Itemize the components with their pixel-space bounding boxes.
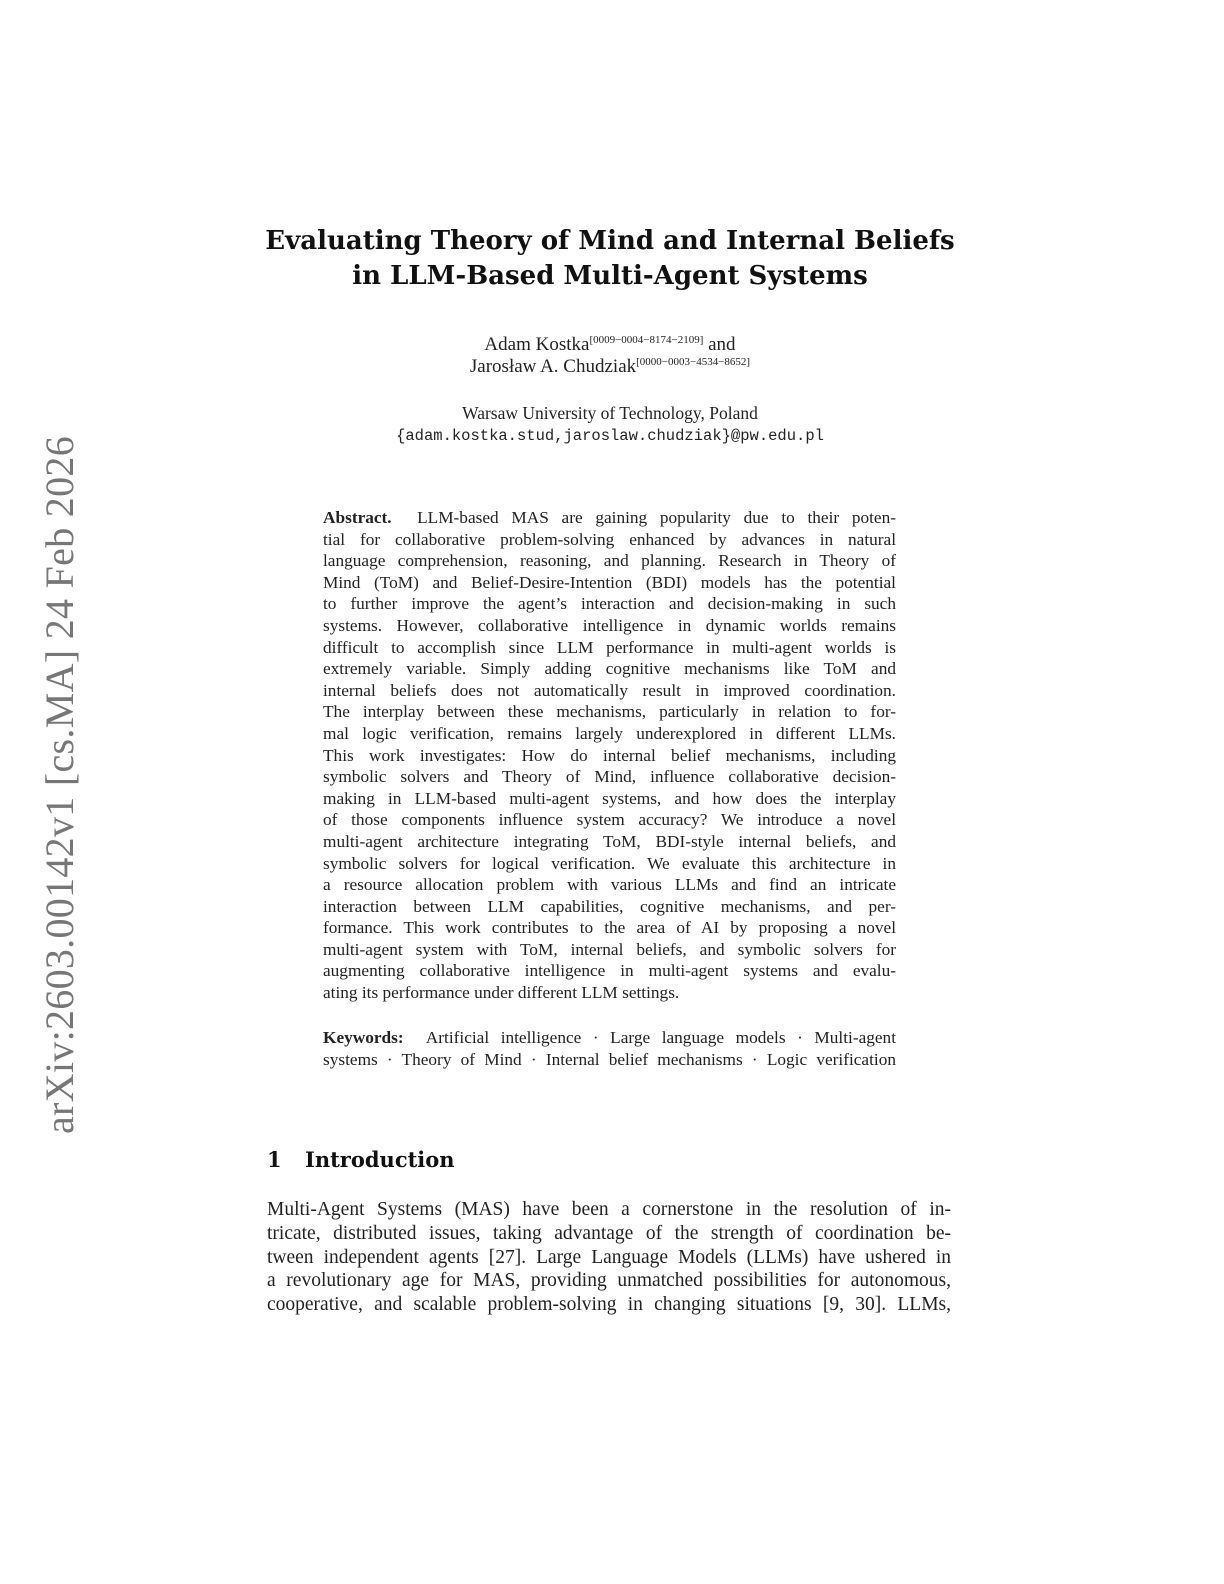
keywords-label: Keywords: — [323, 1028, 404, 1047]
abstract-line: systems. However, collaborative intelligence in dynamic worlds remains — [323, 615, 896, 635]
keywords-line: Keywords: Artificial intelligence · Large language models · Multi-agent — [323, 1028, 896, 1047]
abstract-line: tial for collaborative problem-solving enhanced by advances in natural — [323, 529, 896, 549]
abstract-line: internal beliefs does not automatically result in improved coordination. — [323, 680, 896, 700]
author-name: Jarosław A. Chudziak — [469, 356, 637, 377]
abstract-line: extremely variable. Simply adding cognitive mechanisms like ToM and — [323, 659, 896, 679]
author-conjunction: and — [703, 334, 736, 355]
abstract-line: The interplay between these mechanisms, particularly in relation to for- — [323, 702, 896, 722]
body-line: tween independent agents [27]. Large Language Models (LLMs) have ushered in — [267, 1246, 951, 1268]
abstract-line: Abstract. LLM-based MAS are gaining popularity due to their poten- — [323, 508, 896, 527]
abstract-label: Abstract. — [323, 508, 392, 527]
abstract-line: ating its performance under different LLM settings. — [323, 983, 680, 1003]
abstract-line: symbolic solvers for logical verification. We evaluate this architecture in — [323, 853, 896, 873]
body-line: tricate, distributed issues, taking advantage of the strength of coordination be- — [267, 1222, 951, 1244]
abstract — [323, 507, 896, 1004]
abstract-line: of those components influence system accuracy? We introduce a novel — [323, 810, 896, 830]
author — [320, 356, 900, 378]
introduction-paragraph — [267, 1198, 951, 1317]
abstract-line: multi-agent system with ToM, internal beliefs, and symbolic solvers for — [323, 939, 896, 959]
abstract-line: Mind (ToM) and Belief-Desire-Intention (BDI) models has the potential — [323, 572, 896, 592]
abstract-line: to further improve the agent’s interaction and decision-making in such — [323, 594, 896, 614]
body-line: cooperative, and scalable problem-solving in changing situations [9, 30]. LLMs, — [267, 1294, 951, 1316]
arxiv-identifier: arXiv:2603.00142v1 [cs.MA] 24 Feb 2026 — [37, 435, 82, 1134]
author-orcid: [0000−0003−4534−8652] — [636, 356, 751, 368]
author-name: Adam Kostka — [484, 334, 590, 355]
section-title: Introduction — [305, 1147, 455, 1172]
title-line: Evaluating Theory of Mind and Internal Beliefs — [265, 226, 955, 256]
body-line: Multi-Agent Systems (MAS) have been a cornerstone in the resolution of in- — [267, 1199, 951, 1220]
abstract-line: making in LLM-based multi-agent systems, and how does the interplay — [323, 788, 896, 808]
keywords-line: systems · Theory of Mind · Internal belief mechanisms · Logic verification — [323, 1050, 896, 1069]
abstract-line: language comprehension, reasoning, and planning. Research in Theory of — [323, 551, 896, 571]
abstract-line: interaction between LLM capabilities, cognitive mechanisms, and per- — [323, 896, 896, 916]
keywords — [323, 1027, 896, 1071]
affiliation-block — [320, 402, 900, 448]
abstract-line: This work investigates: How do internal belief mechanisms, including — [323, 745, 896, 765]
abstract-line: formance. This work contributes to the area of AI by proposing a novel — [323, 918, 896, 938]
paper-title — [200, 224, 1020, 294]
author — [320, 334, 900, 356]
author-emails: {adam.kostka.stud,jaroslaw.chudziak}@pw.edu.pl — [396, 427, 824, 445]
abstract-line: a resource allocation problem with various LLMs and find an intricate — [323, 875, 896, 895]
body-line: a revolutionary age for MAS, providing unmatched possibilities for autonomous, — [267, 1270, 951, 1292]
abstract-line: augmenting collaborative intelligence in multi-agent systems and evalu- — [323, 961, 896, 981]
section-heading — [267, 1147, 455, 1172]
abstract-line: multi-agent architecture integrating ToM, BDI-style internal beliefs, and — [323, 831, 896, 851]
title-line: in LLM-Based Multi-Agent Systems — [352, 261, 868, 291]
section-number: 1 — [267, 1147, 282, 1172]
abstract-line: mal logic verification, remains largely underexplored in different LLMs. — [323, 723, 896, 743]
author-orcid: [0009−0004−8174−2109] — [589, 334, 704, 346]
affiliation: Warsaw University of Technology, Poland — [462, 403, 758, 423]
author-list — [320, 334, 900, 378]
abstract-line: symbolic solvers and Theory of Mind, influence collaborative decision- — [323, 767, 896, 787]
abstract-line: difficult to accomplish since LLM performance in multi-agent worlds is — [323, 637, 896, 657]
